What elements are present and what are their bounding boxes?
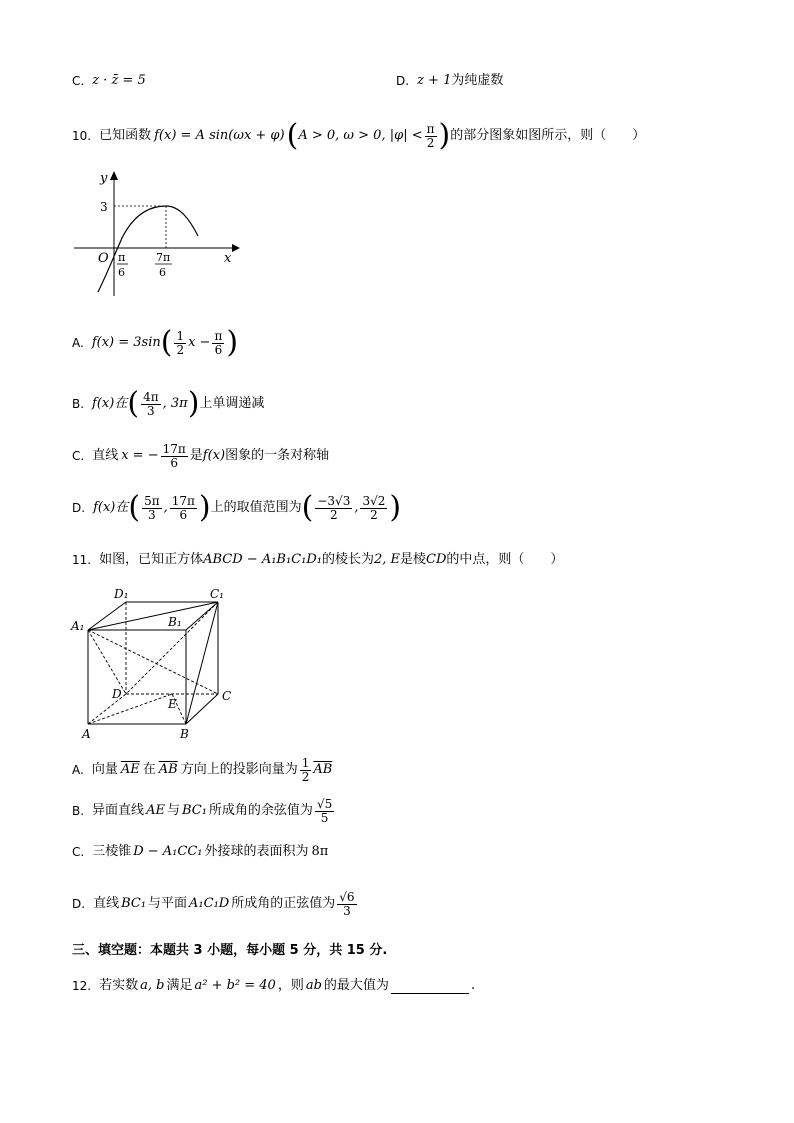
- stem-math: a, b: [140, 978, 165, 993]
- label-A: A: [82, 727, 91, 741]
- stem-text: 若实数: [99, 978, 139, 993]
- stem-condition: A > 0, ω > 0, |φ| <: [298, 128, 423, 143]
- sine-curve: [98, 206, 198, 292]
- sine-graph: [70, 168, 240, 303]
- option-math: f(x)在: [93, 500, 129, 515]
- option-label: A.: [72, 763, 84, 777]
- stem-text: 是棱: [400, 552, 427, 567]
- fraction: $\frac{\pi}{6}$: [214, 328, 223, 357]
- vector-AE: $\overline{AE}$: [120, 762, 140, 777]
- option-math: x = −: [121, 448, 159, 463]
- q11-option-a: [72, 753, 332, 787]
- question-number: 10.: [72, 129, 92, 143]
- stem-math: ABCD − A₁B₁C₁D₁: [203, 552, 322, 567]
- stem-text: 的中点，则（ ）: [446, 552, 564, 567]
- q11-option-d: [72, 886, 359, 922]
- origin-label: O: [98, 251, 109, 266]
- option-math: f(x)在: [92, 396, 128, 411]
- option-label: C.: [72, 845, 85, 859]
- option-math: BC₁: [121, 896, 147, 911]
- option-label: D.: [396, 74, 410, 88]
- label-B: B: [180, 727, 189, 741]
- q11-stem: [72, 551, 563, 569]
- left-paren: (: [127, 386, 140, 421]
- option-math: f(x): [202, 448, 226, 463]
- tick-pi6-den: 6: [118, 266, 125, 279]
- y-axis-arrow: [110, 171, 118, 180]
- tick-7pi6-num: 7π: [156, 251, 171, 264]
- fraction: $\frac{17\pi}{6}$: [162, 441, 186, 470]
- option-math: f(x) = 3sin: [91, 335, 161, 350]
- q10-option-d: [72, 490, 401, 526]
- edge-BC: [186, 694, 218, 724]
- fraction: $\frac{√6}{3}$: [339, 889, 355, 918]
- segment-BC1: [186, 602, 218, 724]
- option-math: z · z̄ = 5: [92, 73, 146, 88]
- option-math: z + 1: [417, 73, 452, 88]
- option-label: C.: [72, 74, 85, 88]
- option-text: 向量: [91, 762, 118, 777]
- right-paren: ): [226, 325, 239, 360]
- stem-math: a² + b² = 40: [194, 978, 276, 993]
- x-axis-arrow: [232, 244, 240, 252]
- option-label: B.: [72, 397, 85, 411]
- answer-blank[interactable]: [391, 979, 469, 994]
- option-text: 所成角的余弦值为: [208, 803, 313, 818]
- stem-text: ，则: [277, 978, 304, 993]
- left-paren: (: [128, 490, 141, 525]
- tick-7pi6-den: 6: [159, 266, 166, 279]
- section-title: 三、填空题：本题共 3 小题，每小题 5 分，共 15 分.: [72, 943, 388, 958]
- option-label: D.: [72, 897, 86, 911]
- option-text: 上的取值范围为: [210, 500, 302, 515]
- stem-text: 满足: [166, 978, 193, 993]
- right-paren: ): [198, 490, 211, 525]
- stem-math: ab: [305, 978, 322, 993]
- option-text: 与平面: [148, 896, 188, 911]
- option-math: 8π: [311, 844, 329, 859]
- fraction: $\frac{-3√3}{2}$: [317, 493, 351, 522]
- comma: ,: [163, 500, 168, 515]
- option-text: 是: [189, 448, 203, 463]
- q10-option-b: [72, 386, 264, 422]
- stem-math: 2, E: [374, 552, 401, 567]
- stem-math: CD: [426, 552, 447, 567]
- label-A1: A₁: [71, 619, 85, 633]
- option-text: 图象的一条对称轴: [225, 448, 330, 463]
- option-text: 直线: [93, 896, 120, 911]
- stem-text: 已知函数: [99, 128, 152, 143]
- stem-text: 的部分图象如图所示，则（ ）: [450, 128, 646, 143]
- stem-text: 如图，已知正方体: [99, 552, 204, 567]
- q11-option-b: [72, 794, 336, 828]
- label-D: D: [112, 687, 122, 701]
- tick-pi6-num: π: [118, 251, 126, 264]
- q10-option-a: [72, 325, 238, 361]
- vector-AB: $\overline{AB}$: [313, 762, 333, 777]
- q9-option-c: [72, 72, 146, 90]
- option-math: AE: [146, 803, 165, 818]
- q11-option-c: [72, 843, 328, 861]
- stem-function: f(x) = A sin(ωx + φ): [154, 128, 285, 143]
- option-math: x −: [188, 335, 211, 350]
- option-text: 为纯虚数: [451, 73, 504, 88]
- right-paren: ): [438, 118, 451, 153]
- option-text: 所成角的正弦值为: [231, 896, 336, 911]
- cube-figure: [68, 584, 238, 742]
- label-E: E: [168, 697, 177, 711]
- fraction: $\frac{3√2}{2}$: [362, 493, 386, 522]
- q10-option-c: [72, 438, 329, 474]
- fraction: $\frac{17\pi}{6}$: [171, 493, 195, 522]
- q9-option-d: [396, 72, 503, 90]
- option-label: B.: [72, 804, 85, 818]
- left-paren: (: [301, 490, 314, 525]
- fraction: $\frac{1}{2}$: [301, 755, 310, 784]
- fraction: $\frac{4\pi}{3}$: [143, 389, 159, 418]
- fraction: $\frac{\pi}{2}$: [426, 121, 435, 150]
- right-paren: ): [187, 386, 200, 421]
- fraction: $\frac{1}{2}$: [176, 328, 185, 357]
- fraction: $\frac{5\pi}{3}$: [144, 493, 160, 522]
- option-text: 在: [142, 762, 156, 777]
- comma: ,: [354, 500, 359, 515]
- option-math: D − A₁CC₁: [133, 844, 203, 859]
- option-text: 三棱锥: [92, 844, 132, 859]
- option-text: 外接球的表面积为: [204, 844, 309, 859]
- tick-label-3: 3: [100, 200, 108, 214]
- segment-AE: [88, 694, 172, 724]
- section-heading: [72, 942, 387, 960]
- option-label: C.: [72, 449, 85, 463]
- label-C1: C₁: [210, 587, 224, 601]
- label-B1: B₁: [168, 615, 182, 629]
- vector-AB: $\overline{AB}$: [158, 762, 178, 777]
- q12-stem: [72, 977, 475, 995]
- q10-stem: [72, 118, 645, 154]
- option-label: A.: [72, 336, 84, 350]
- label-C: C: [222, 689, 232, 703]
- option-text: 方向上的投影向量为: [180, 762, 298, 777]
- option-text: 与: [166, 803, 180, 818]
- question-number: 11.: [72, 553, 92, 567]
- question-number: 12.: [72, 979, 92, 993]
- x-axis-label: x: [224, 251, 232, 266]
- stem-text: .: [470, 978, 476, 993]
- option-label: D.: [72, 501, 86, 515]
- stem-text: 的最大值为: [323, 978, 389, 993]
- option-math: , 3π: [162, 396, 188, 411]
- option-text: 直线: [92, 448, 119, 463]
- option-text: 异面直线: [92, 803, 145, 818]
- option-math: BC₁: [181, 803, 207, 818]
- fraction: $\frac{√5}{5}$: [316, 796, 333, 825]
- left-paren: (: [160, 325, 173, 360]
- y-axis-label: y: [100, 171, 108, 186]
- left-paren: (: [286, 118, 299, 153]
- stem-text: 的棱长为: [321, 552, 374, 567]
- option-math: A₁C₁D: [189, 896, 230, 911]
- label-D1: D₁: [114, 587, 129, 601]
- right-paren: ): [389, 490, 402, 525]
- option-text: 上单调递减: [199, 396, 265, 411]
